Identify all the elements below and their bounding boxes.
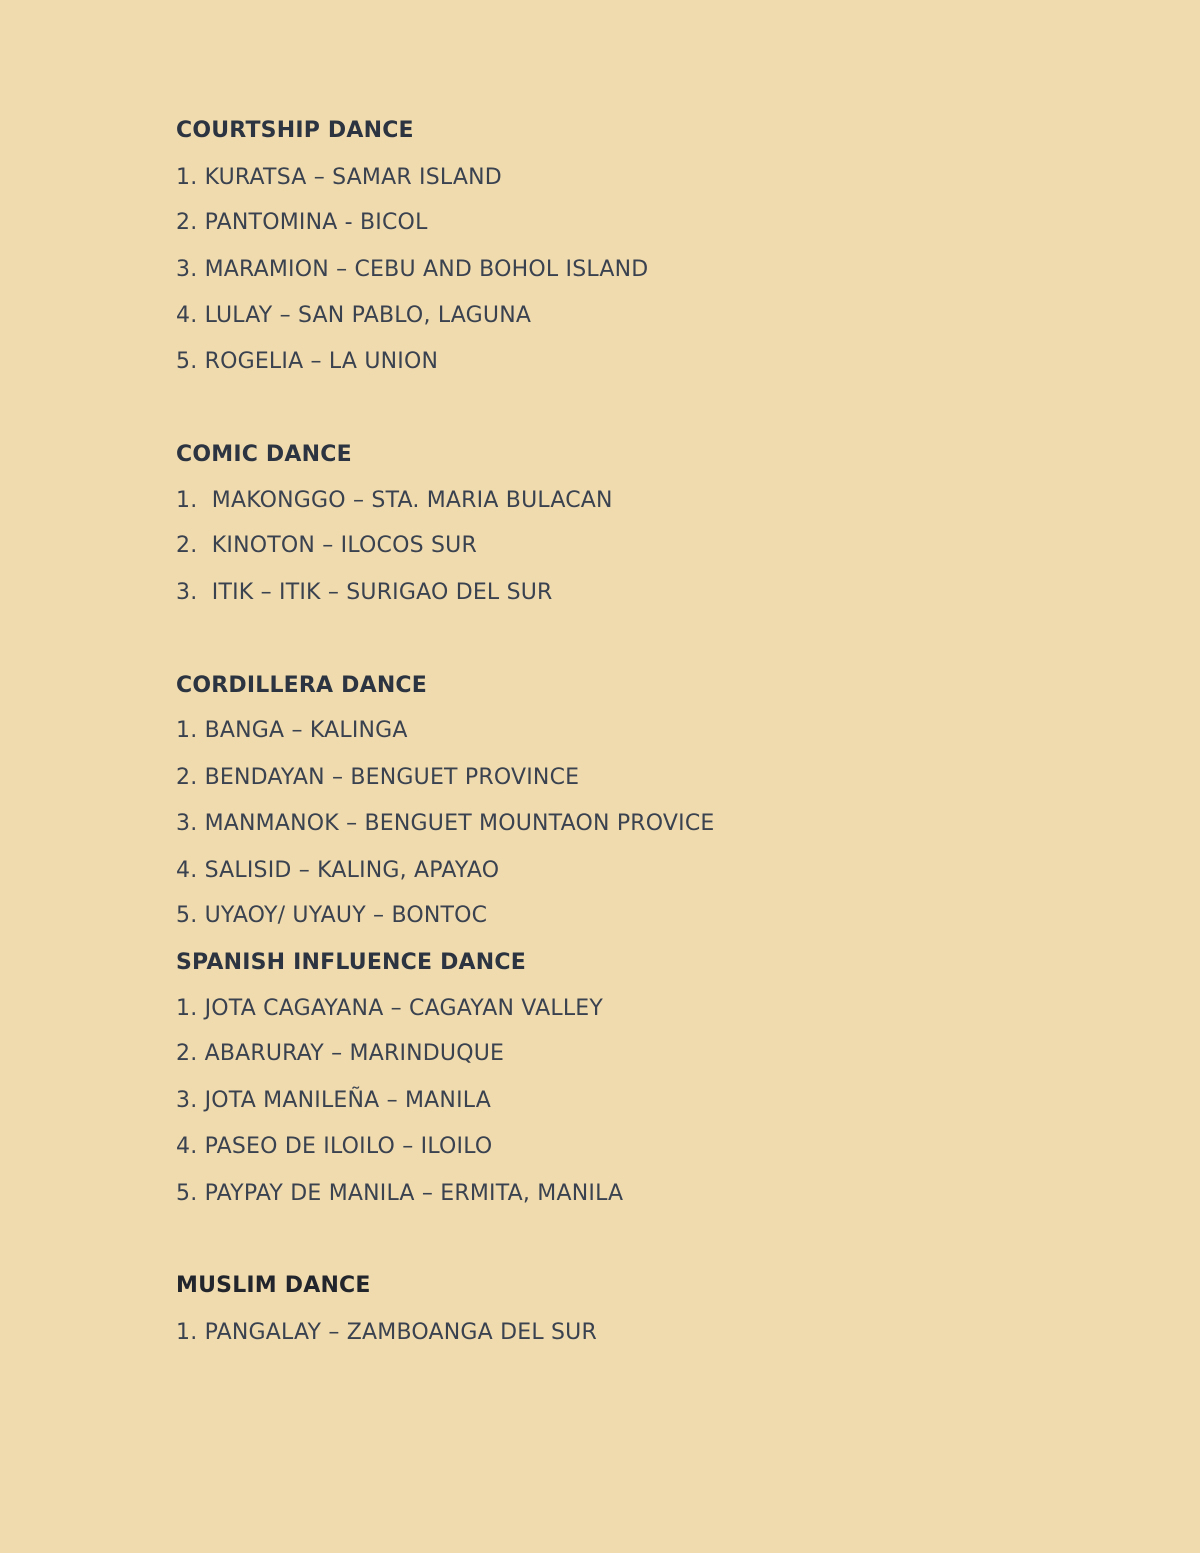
list-item: 3. JOTA MANILEÑA – MANILA <box>176 1088 491 1113</box>
list-item: 1. PANGALAY – ZAMBOANGA DEL SUR <box>176 1320 597 1345</box>
list-item: 2. KINOTON – ILOCOS SUR <box>176 533 477 558</box>
list-item: 1. JOTA CAGAYANA – CAGAYAN VALLEY <box>176 996 604 1021</box>
list-item: 5. PAYPAY DE MANILA – ERMITA, MANILA <box>176 1181 624 1206</box>
section-heading-courtship-dance: COURTSHIP DANCE <box>176 118 414 143</box>
list-item: 2. ABARURAY – MARINDUQUE <box>176 1041 505 1066</box>
list-item: 2. PANTOMINA - BICOL <box>176 210 428 235</box>
list-item: 4. SALISID – KALING, APAYAO <box>176 858 500 883</box>
list-item: 3. MANMANOK – BENGUET MOUNTAON PROVICE <box>176 811 715 836</box>
section-heading-cordillera-dance: CORDILLERA DANCE <box>176 673 428 698</box>
list-item: 4. PASEO DE ILOILO – ILOILO <box>176 1134 493 1159</box>
section-heading-comic-dance: COMIC DANCE <box>176 442 352 467</box>
list-item: 3. ITIK – ITIK – SURIGAO DEL SUR <box>176 580 553 605</box>
list-item: 1. MAKONGGO – STA. MARIA BULACAN <box>176 488 613 513</box>
list-item: 1. KURATSA – SAMAR ISLAND <box>176 165 502 190</box>
list-item: 1. BANGA – KALINGA <box>176 718 408 743</box>
section-heading-muslim-dance: MUSLIM DANCE <box>176 1273 371 1298</box>
list-item: 4. LULAY – SAN PABLO, LAGUNA <box>176 303 532 328</box>
list-item: 2. BENDAYAN – BENGUET PROVINCE <box>176 765 580 790</box>
list-item: 5. ROGELIA – LA UNION <box>176 349 439 374</box>
list-item: 5. UYAOY/ UYAUY – BONTOC <box>176 903 488 928</box>
list-item: 3. MARAMION – CEBU AND BOHOL ISLAND <box>176 257 649 282</box>
section-heading-spanish-influence-dance: SPANISH INFLUENCE DANCE <box>176 950 526 975</box>
